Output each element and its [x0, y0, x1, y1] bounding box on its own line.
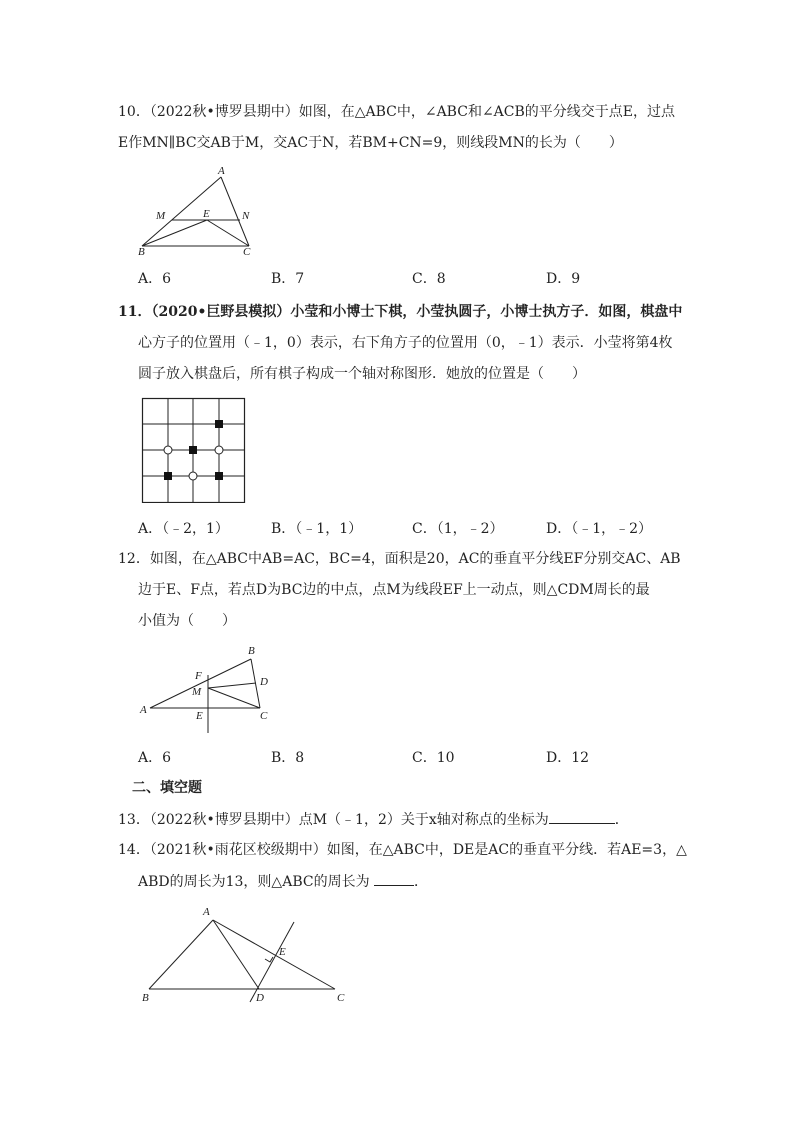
q11-option-a[interactable]: A．（﹣2，1） [138, 521, 229, 537]
q11-option-b[interactable]: B．（﹣1，1） [271, 521, 363, 537]
q10-label-b: B [138, 246, 145, 256]
q12-option-b[interactable]: B．8 [271, 750, 305, 766]
q14-text: ABD的周长为13，则△ABC的周长为 [138, 874, 370, 890]
q10-label-c: C [243, 246, 251, 256]
q13-line [118, 809, 629, 830]
q12-line-2: 边于E、F点，若点D为BC边的中点，点M为线段EF上一动点，则△CDM周长的最 [138, 582, 650, 598]
q12-label-m: M [192, 686, 202, 698]
q11-square-piece [164, 472, 172, 480]
q12-label-a: A [140, 704, 147, 716]
q11-round-piece [215, 446, 223, 454]
q11-chess-board [141, 397, 247, 503]
q14-side-ac [213, 920, 335, 989]
q10-options [138, 268, 658, 288]
q10-option-a[interactable]: A．6 [138, 271, 172, 287]
q14-label-b: B [142, 992, 149, 1004]
q13-text-end: ． [614, 812, 629, 828]
q14-line-1: 14．（2021秋•雨花区校级期中）如图，在△ABC中，DE是AC的垂直平分线．若AE=3，△ [118, 842, 687, 858]
q11-square-piece [215, 472, 223, 480]
q11-options [138, 518, 658, 538]
q12-side-ab [150, 659, 251, 708]
q13-text: 13．（2022秋•博罗县期中）点M（﹣1，2）关于x轴对称点的坐标为 [118, 812, 549, 828]
q10-bisector-ce [207, 220, 249, 246]
q10-label-n: N [242, 210, 250, 222]
q11-line-3: 圆子放入棋盘后，所有棋子构成一个轴对称图形．她放的位置是（ ） [138, 366, 586, 382]
q12-segment-mc [208, 688, 260, 708]
q12-options [138, 747, 658, 767]
q11-square-piece [189, 446, 197, 454]
q14-line-2 [138, 871, 428, 892]
q10-label-a: A [218, 165, 225, 177]
q12-label-b: B [248, 645, 255, 657]
q14-segment-ad [213, 920, 259, 989]
q14-side-ab [149, 920, 213, 989]
q12-label-f: F [195, 670, 202, 682]
q14-triangle-figure [138, 903, 353, 1005]
q14-label-e: E [279, 946, 286, 958]
section-heading: 二、填空题 [132, 780, 202, 796]
q14-label-c: C [337, 992, 345, 1004]
q12-triangle-figure [136, 643, 281, 738]
q10-triangle-figure [134, 162, 264, 256]
q11-line-2: 心方子的位置用（﹣1，0）表示，右下角方子的位置用（0，﹣1）表示．小莹将第4枚 [138, 335, 673, 351]
q10-line-1: 10．（2022秋•博罗县期中）如图，在△ABC中，∠ABC和∠ACB的平分线交于点E，过点 [118, 104, 675, 120]
q12-option-d[interactable]: D．12 [546, 750, 590, 766]
q10-label-m: M [156, 210, 166, 222]
q11-line-1: 11．（2020•巨野县模拟）小莹和小博士下棋，小莹执圆子，小博士执方子．如图，棋盘中 [118, 304, 683, 320]
q12-label-d: D [260, 676, 268, 688]
q10-label-e: E [203, 208, 210, 220]
q12-label-e: E [196, 710, 203, 722]
q11-square-piece [215, 420, 223, 428]
q12-line-1: 12．如图，在△ABC中AB=AC，BC=4，面积是20，AC的垂直平分线EF分别交AC、AB [118, 551, 681, 567]
q10-bisector-be [142, 220, 207, 246]
q10-option-b[interactable]: B．7 [271, 271, 305, 287]
q14-label-d: D [256, 992, 264, 1004]
q14-label-a: A [203, 906, 210, 918]
q11-round-piece [189, 472, 197, 480]
q10-option-c[interactable]: C．8 [412, 271, 446, 287]
q11-round-piece [164, 446, 172, 454]
q12-option-a[interactable]: A．6 [138, 750, 172, 766]
q14-right-angle-mark [265, 957, 273, 962]
q11-option-c[interactable]: C．（1，﹣2） [412, 521, 504, 537]
q12-line-3: 小值为（ ） [138, 613, 236, 629]
q13-answer-blank[interactable] [549, 809, 615, 824]
q10-line-2: E作MN∥BC交AB于M，交AC于N，若BM+CN=9，则线段MN的长为（ ） [118, 135, 623, 151]
q12-option-c[interactable]: C．10 [412, 750, 455, 766]
q14-answer-blank[interactable] [374, 871, 414, 886]
q10-option-d[interactable]: D．9 [546, 271, 581, 287]
q11-option-d[interactable]: D．（﹣1，﹣2） [546, 521, 653, 537]
q14-text-end: ． [414, 874, 429, 890]
q12-segment-md [208, 683, 256, 688]
q12-label-c: C [260, 710, 268, 722]
